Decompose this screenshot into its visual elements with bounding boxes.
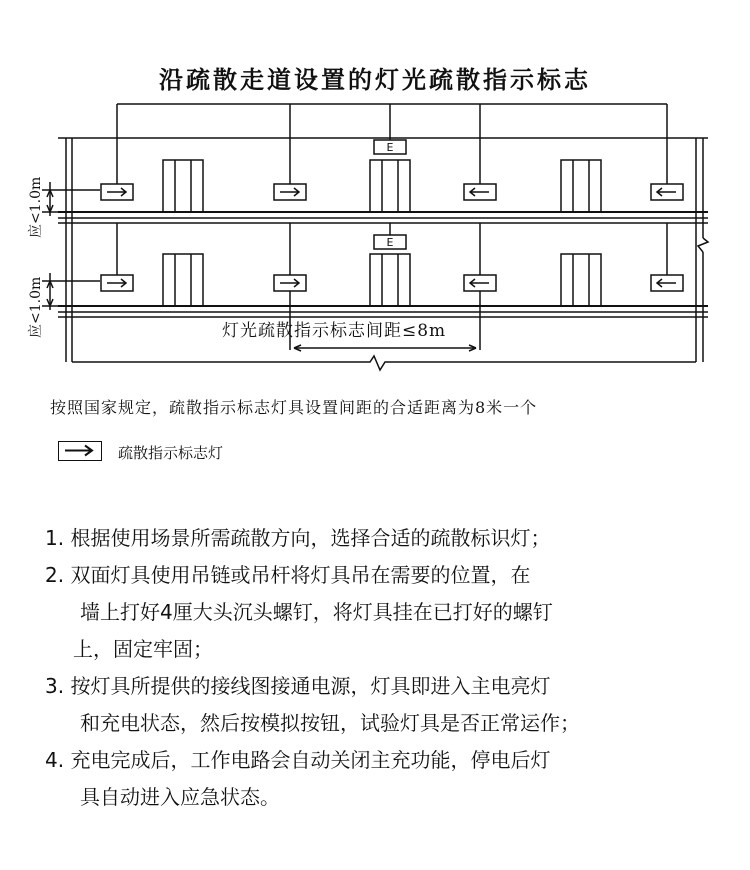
break-line: [72, 356, 696, 370]
step-4: 4. 充电完成后，工作电路会自动关闭主充功能，停电后灯: [45, 748, 551, 772]
height-label-upper: 应<1.0m: [28, 176, 44, 238]
exit-sign-label: E: [386, 236, 394, 249]
arrow-right-icon: [58, 441, 102, 461]
step-3: 3. 按灯具所提供的接线图接通电源，灯具即进入主电亮灯: [45, 674, 551, 698]
spacing-label: 灯光疏散指示标志间距≤8m: [222, 321, 447, 341]
door: [163, 254, 203, 306]
step-3-cont: 和充电状态，然后按模拟按钮，试验灯具是否正常运作；: [80, 711, 580, 735]
step-1: 1. 根据使用场景所需疏散方向，选择合适的疏散标识灯；: [45, 526, 551, 550]
regulation-note: 按照国家规定，疏散指示标志灯具设置间距的合适距离为8米一个: [50, 398, 538, 417]
break-mark: [698, 238, 708, 252]
installation-steps: [45, 520, 705, 816]
door: [370, 254, 410, 306]
step-2: 2. 双面灯具使用吊链或吊杆将灯具吊在需要的位置，在: [45, 563, 531, 587]
door: [163, 160, 203, 212]
door: [561, 160, 601, 212]
step-2-cont: 上，固定牢固；: [73, 637, 213, 661]
corridor-diagram: [0, 0, 750, 390]
step-2-cont: 墙上打好4厘大头沉头螺钉，将灯具挂在已打好的螺钉: [80, 600, 553, 624]
diagram-title: 沿疏散走道设置的灯光疏散指示标志: [159, 65, 591, 94]
legend-label: 疏散指示标志灯: [118, 444, 224, 462]
height-label-lower: 应<1.0m: [28, 276, 44, 338]
exit-sign-label: E: [386, 141, 394, 154]
door: [561, 254, 601, 306]
door: [370, 160, 410, 212]
step-4-cont: 具自动进入应急状态。: [80, 785, 280, 809]
